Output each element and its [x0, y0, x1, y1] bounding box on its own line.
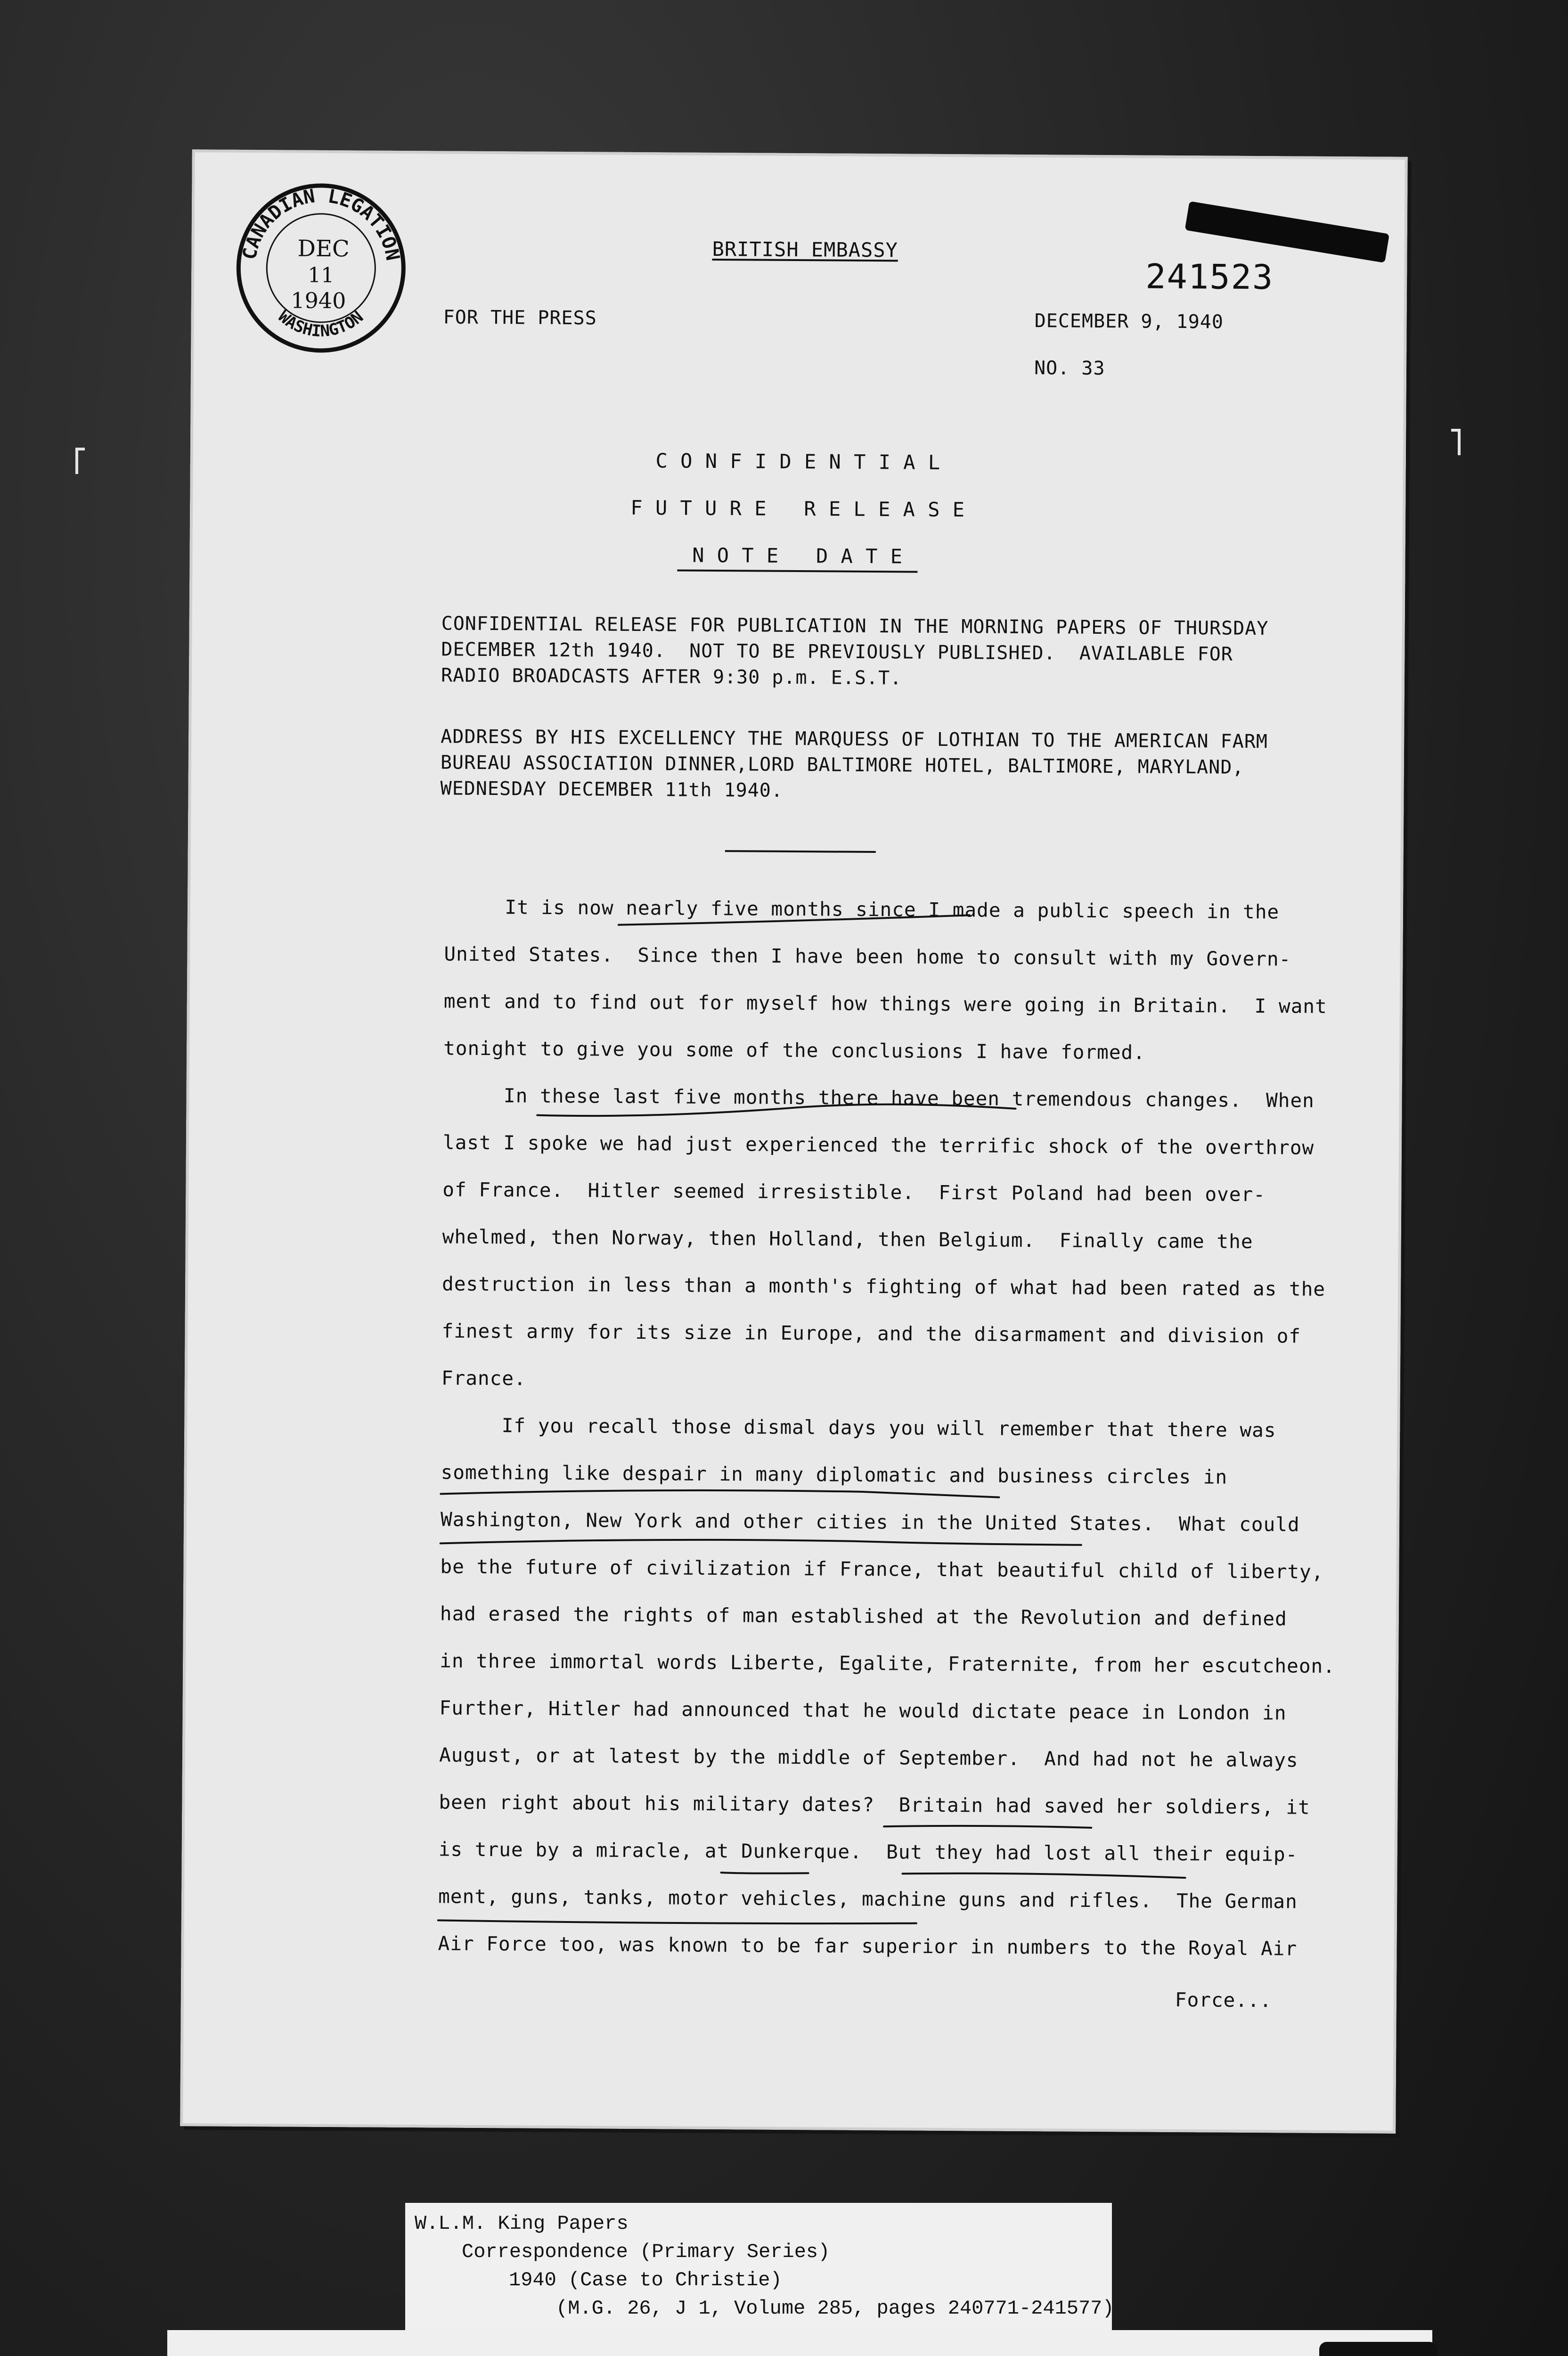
- archive-label-line: Correspondence (Primary Series): [462, 2241, 830, 2263]
- body-line: of France. Hitler seemed irresistible. First Poland had been over-: [442, 1178, 1266, 1206]
- body-line: been right about his military dates? Britain had saved her soldiers, it: [439, 1791, 1310, 1819]
- release-line: RADIO BROADCASTS AFTER 9:30 p.m. E.S.T.: [441, 664, 902, 689]
- embassy-heading: BRITISH EMBASSY: [712, 237, 898, 262]
- stamp-ring-text: CANADIAN LEGATION: [238, 185, 404, 262]
- body-line: is true by a miracle, at Dunkerque. But they had lost all their equip-: [438, 1838, 1298, 1866]
- title-future-release: F U T U R E R E L E A S E: [630, 496, 965, 522]
- body-line: ment and to find out for myself how things were going in Britain. I want: [443, 990, 1327, 1018]
- body-line: August, or at latest by the middle of September. And had not he always: [439, 1743, 1298, 1772]
- body-line: In these last five months there have been tremendous changes. When: [443, 1084, 1315, 1112]
- body-line: If you recall those dismal days you will remember that there was: [441, 1414, 1276, 1442]
- address-line: BUREAU ASSOCIATION DINNER,LORD BALTIMORE HOTEL, BALTIMORE, MARYLAND,: [440, 752, 1244, 778]
- body-line: It is now nearly five months since I made a public speech in the: [444, 895, 1280, 924]
- archives-logo-icon: [1319, 2342, 1437, 2356]
- public-archives-banner: [167, 2330, 1432, 2356]
- release-date: DECEMBER 9, 1940: [1034, 310, 1224, 333]
- archive-reference-label: [405, 2203, 1112, 2344]
- film-corner-mark: [75, 448, 85, 474]
- film-corner-mark: [1451, 429, 1461, 455]
- stamp-month: DEC: [297, 235, 350, 262]
- title-confidential: C O N F I D E N T I A L: [655, 449, 941, 474]
- body-line: Washington, New York and other cities in the United States. What could: [440, 1508, 1300, 1536]
- body-line: ment, guns, tanks, motor vehicles, machine guns and rifles. The German: [438, 1885, 1298, 1913]
- body-line: last I spoke we had just experienced the terrific shock of the overthrow: [442, 1131, 1315, 1159]
- body-line: whelmed, then Norway, then Holland, then Belgium. Finally came the: [442, 1225, 1253, 1253]
- archive-label-line: (M.G. 26, J 1, Volume 285, pages 240771-241577): [556, 2297, 1114, 2320]
- address-line: ADDRESS BY HIS EXCELLENCY THE MARQUESS OF LOTHIAN TO THE AMERICAN FARM: [441, 726, 1268, 753]
- archive-label-line: W.L.M. King Papers: [415, 2212, 629, 2235]
- release-line: DECEMBER 12th 1940. NOT TO BE PREVIOUSLY PUBLISHED. AVAILABLE FOR: [441, 638, 1233, 665]
- for-the-press: FOR THE PRESS: [443, 306, 597, 329]
- body-line: be the future of civilization if France, that beautiful child of liberty,: [440, 1555, 1324, 1583]
- body-line: tonight to give you some of the conclusions I have formed.: [443, 1037, 1146, 1064]
- release-number: NO. 33: [1034, 357, 1105, 380]
- stamp-city: WASHINGTON: [274, 307, 367, 341]
- document-page: [180, 149, 1408, 2134]
- body-line: France.: [441, 1366, 526, 1390]
- body-line: in three immortal words Liberte, Egalite, Fraternite, from her escutcheon.: [440, 1649, 1335, 1678]
- body-line: had erased the rights of man established at the Revolution and defined: [440, 1602, 1287, 1630]
- stamp-day: 11: [308, 263, 335, 288]
- body-line: United States. Since then I have been home to consult with my Govern-: [444, 942, 1291, 971]
- body-line: finest army for its size in Europe, and the disarmament and division of: [441, 1319, 1301, 1348]
- continuation-text: Force...: [1175, 1988, 1272, 2012]
- document-number: 241523: [1145, 256, 1274, 297]
- body-line: Further, Hitler had announced that he would dictate peace in London in: [439, 1696, 1287, 1725]
- release-line: CONFIDENTIAL RELEASE FOR PUBLICATION IN THE MORNING PAPERS OF THURSDAY: [441, 613, 1269, 640]
- title-note-date: N O T E D A T E: [692, 543, 903, 568]
- archive-label-line: 1940 (Case to Christie): [509, 2269, 782, 2291]
- handwritten-underlines: [180, 149, 1408, 2134]
- stamp-year: 1940: [291, 287, 346, 314]
- body-line: something like despair in many diplomatic and business circles in: [441, 1461, 1228, 1489]
- body-line: Air Force too, was known to be far superior in numbers to the Royal Air: [438, 1932, 1298, 1960]
- archives-logo-badge: [1319, 2342, 1437, 2356]
- address-line: WEDNESDAY DECEMBER 11th 1940.: [440, 777, 784, 802]
- body-line: destruction in less than a month's fighting of what had been rated as the: [441, 1272, 1326, 1301]
